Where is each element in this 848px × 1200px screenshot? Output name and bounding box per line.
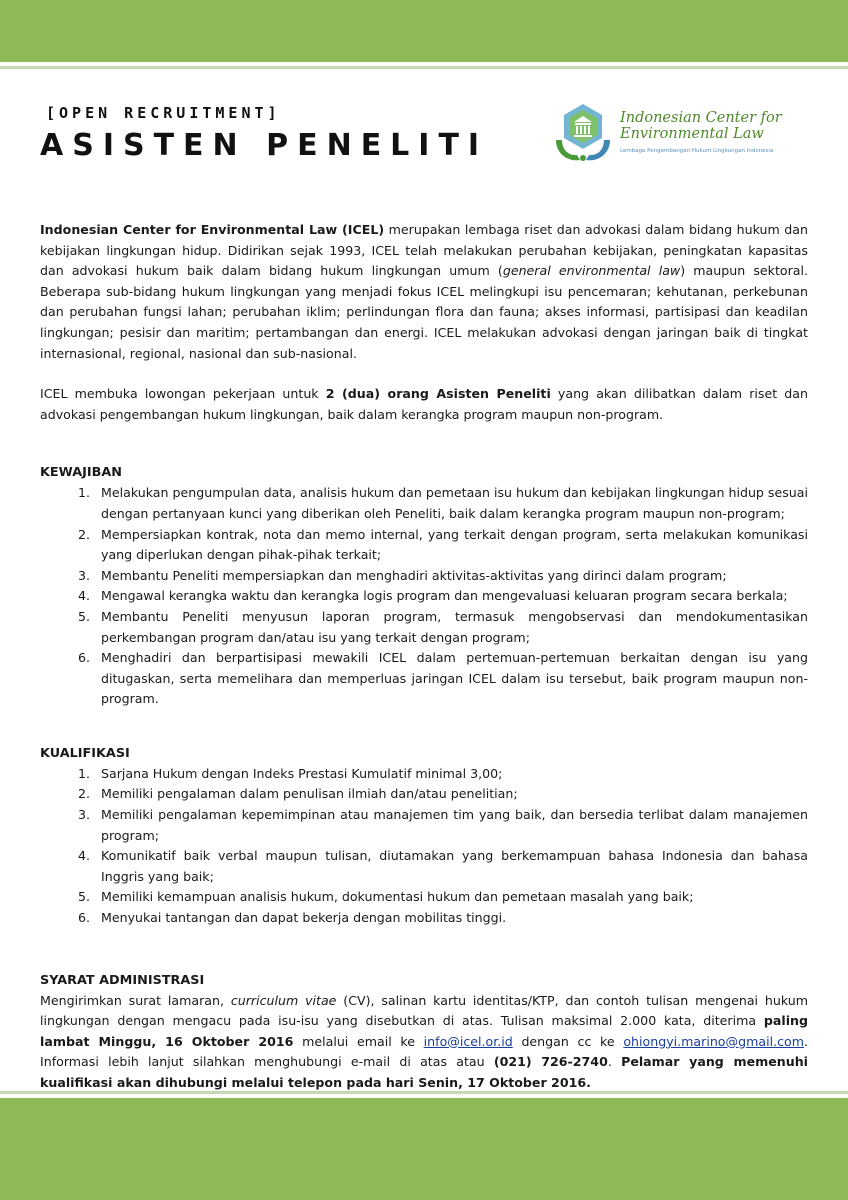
list-item bbox=[40, 887, 808, 908]
syarat-deadline: paling lambat Minggu, 16 Oktober 2016 bbox=[40, 1013, 808, 1049]
top-green-band bbox=[0, 0, 848, 62]
list-item bbox=[40, 483, 808, 524]
list-item bbox=[40, 908, 808, 929]
opening-text-b: yang akan dilibatkan dalam riset dan advokasi pengembangan hukum lingkungan, baik dalam kerangka program maupun non-program. bbox=[40, 386, 808, 422]
list-text: Membantu Peneliti mempersiapkan dan menghadiri aktivitas-aktivitas yang dirinci dalam program; bbox=[101, 567, 727, 583]
logo-name bbox=[620, 110, 820, 142]
list-item bbox=[40, 805, 808, 846]
list-item bbox=[40, 784, 808, 805]
list-item bbox=[40, 566, 808, 587]
syarat-closing: Pelamar yang memenuhi kualifikasi akan dihubungi melalui telepon pada hari Senin, 17 Oktober 2016. bbox=[40, 1054, 808, 1090]
list-number: 6. bbox=[78, 650, 91, 666]
document-body bbox=[40, 220, 808, 1094]
list-number: 2. bbox=[78, 786, 91, 802]
logo-name-line2: Environmental Law bbox=[620, 126, 764, 142]
list-text: Memiliki pengalaman kepemimpinan atau manajemen tim yang baik, dan bersedia terlibat dalam manajemen program; bbox=[101, 807, 808, 843]
kewajiban-heading: KEWAJIBAN bbox=[40, 465, 122, 481]
list-item bbox=[40, 607, 808, 648]
syarat-heading: SYARAT ADMINISTRASI bbox=[40, 972, 205, 988]
list-number: 1. bbox=[78, 765, 91, 781]
bottom-green-band bbox=[0, 1098, 848, 1200]
list-number: 4. bbox=[78, 848, 91, 864]
kualifikasi-heading: KUALIFIKASI bbox=[40, 745, 130, 761]
list-number: 6. bbox=[78, 910, 91, 926]
list-number: 1. bbox=[78, 485, 91, 501]
list-text: Melakukan pengumpulan data, analisis hukum dan pemetaan isu hukum dan kebijakan lingkungan hidup sesuai dengan pertanyaan kunci yang diberikan oleh Peneliti, baik dalam kerangka program maupun non-program; bbox=[101, 485, 808, 521]
list-item bbox=[40, 846, 808, 887]
logo-tagline: Lembaga Pengembangan Hukum Lingkungan Indonesia bbox=[620, 148, 774, 154]
list-text: Mempersiapkan kontrak, nota dan memo internal, yang terkait dengan program, serta melakukan komunikasi yang diperlukan dengan pihak-pihak terkait; bbox=[101, 526, 808, 563]
logo-name-line1: Indonesian Center for bbox=[620, 110, 782, 126]
list-text: Membantu Peneliti menyusun laporan program, termasuk mengobservasi dan mendokumentasikan perkembangan program dan/atau isu yang terkait dengan program; bbox=[101, 608, 808, 645]
kewajiban-list bbox=[40, 483, 808, 710]
syarat-text-a: Mengirimkan surat lamaran, bbox=[40, 992, 231, 1008]
icel-logo bbox=[550, 100, 810, 166]
list-item bbox=[40, 586, 808, 607]
list-number: 5. bbox=[78, 889, 91, 905]
intro-text-b: ) maupun sektoral. Beberapa sub-bidang hukum lingkungan yang menjadi fokus ICEL melingkupi isu pencemaran; kehutanan, perkebunan dan perubahan fungsi lahan; perubahan iklim; perlindungan flora dan fauna; akses informasi, partisipasi dan keadilan lingkungan; pesisir dan maritim; pertambangan dan energi. ICEL melakukan advokasi dengan jaringan baik di tingkat internasional, regional, nasional dan sub-nasional. bbox=[40, 263, 808, 361]
org-name: Indonesian Center for Environmental Law (ICEL) bbox=[40, 222, 385, 237]
opening-positions: 2 (dua) orang Asisten Peneliti bbox=[325, 386, 551, 402]
kualifikasi-list bbox=[40, 764, 808, 929]
list-number: 3. bbox=[78, 807, 91, 823]
list-text: Memiliki pengalaman dalam penulisan ilmiah dan/atau penelitian; bbox=[101, 786, 518, 802]
list-number: 5. bbox=[78, 608, 91, 624]
list-number: 3. bbox=[78, 567, 91, 583]
list-item bbox=[40, 525, 808, 566]
opening-paragraph bbox=[40, 384, 808, 425]
top-divider-line bbox=[0, 66, 848, 69]
list-text: Menyukai tantangan dan dapat bekerja dengan mobilitas tinggi. bbox=[101, 910, 507, 926]
intro-text-a: merupakan lembaga riset dan advokasi dalam bidang hukum dan kebijakan lingkungan hidup. Didirikan sejak 1993, ICEL telah melakukan perubahan kebijakan, peningkatan kapasitas dan advokasi hukum baik dalam bidang hukum lingkungan umum ( bbox=[40, 222, 808, 279]
syarat-text-d: dengan cc ke bbox=[512, 1033, 624, 1049]
list-text: Komunikatif baik verbal maupun tulisan, diutamakan yang berkemampuan bahasa Indonesia dan bahasa Inggris yang baik; bbox=[101, 848, 808, 884]
intro-paragraph bbox=[40, 220, 808, 364]
syarat-paragraph bbox=[40, 991, 808, 1094]
intro-italic-term: general environmental law bbox=[502, 263, 681, 279]
list-number: 4. bbox=[78, 588, 91, 604]
list-text: Menghadiri dan berpartisipasi mewakili ICEL dalam pertemuan-pertemuan berkaitan dengan isu yang ditugaskan, serta memelihara dan memperluas jaringan ICEL dalam isu tersebut, baik program maupun non-program. bbox=[101, 650, 808, 707]
email-main-link[interactable]: info@icel.or.id bbox=[423, 1033, 513, 1049]
list-text: Memiliki kemampuan analisis hukum, dokumentasi hukum dan pemetaan masalah yang baik; bbox=[101, 889, 694, 905]
syarat-text-f: . bbox=[607, 1054, 622, 1070]
syarat-text-b: (CV), salinan kartu identitas/KTP, dan contoh tulisan mengenai hukum lingkungan dengan mengacu pada isu-isu yang disebutkan di atas. Tulisan maksimal 2.000 kata, diterima bbox=[40, 992, 808, 1029]
opening-text-a: ICEL membuka lowongan pekerjaan untuk bbox=[40, 386, 326, 402]
recruitment-kicker: [OPEN RECRUITMENT] bbox=[46, 104, 281, 122]
list-item bbox=[40, 764, 808, 785]
bottom-divider-line bbox=[0, 1091, 848, 1094]
icel-emblem-icon bbox=[550, 100, 616, 166]
contact-phone: (021) 726-2740 bbox=[493, 1054, 608, 1070]
email-cc-link[interactable]: ohiongyi.marino@gmail.com bbox=[623, 1033, 804, 1049]
list-item bbox=[40, 648, 808, 710]
syarat-text-c: melalui email ke bbox=[293, 1033, 424, 1049]
syarat-cv-term: curriculum vitae bbox=[230, 992, 337, 1008]
list-text: Sarjana Hukum dengan Indeks Prestasi Kumulatif minimal 3,00; bbox=[101, 765, 503, 781]
syarat-text-e: . Informasi lebih lanjut silahkan menghubungi e-mail di atas atau bbox=[40, 1033, 809, 1070]
list-number: 2. bbox=[78, 526, 91, 542]
page-title: ASISTEN PENELITI bbox=[40, 128, 489, 163]
list-text: Mengawal kerangka waktu dan kerangka logis program dan mengevaluasi keluaran program secara berkala; bbox=[101, 588, 788, 604]
